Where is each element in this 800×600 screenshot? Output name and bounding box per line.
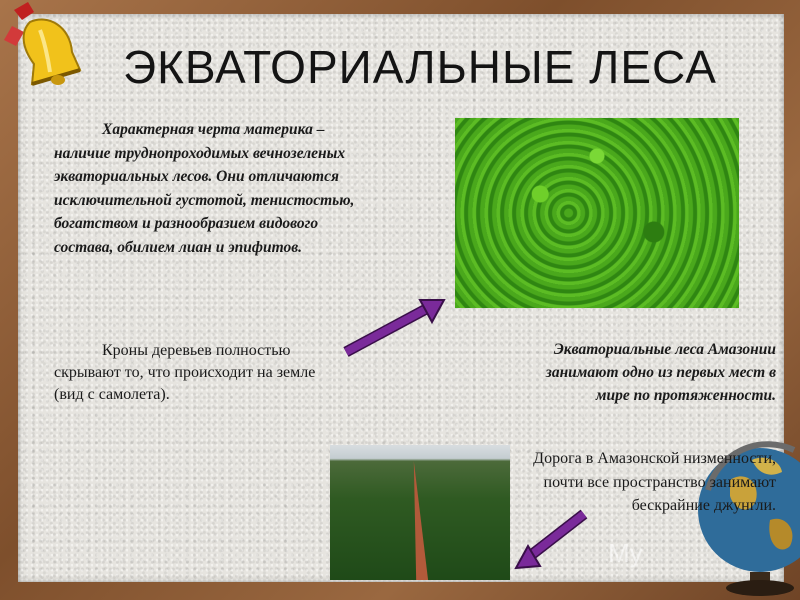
page-title: ЭКВАТОРИАЛЬНЫЕ ЛЕСА xyxy=(123,41,717,93)
canopy-aerial-photo xyxy=(455,118,739,308)
amazon-paragraph: Экваториальные леса Амазонии занимают одно из первых мест в мире по протяженности. xyxy=(545,341,776,404)
road-paragraph: Дорога в Амазонской низменности, почти все пространство занимают бескрайние джунгли. xyxy=(533,450,776,514)
arrow-icon xyxy=(340,296,450,360)
jungle-road-photo xyxy=(330,445,510,580)
intro-paragraph: Характерная черта материка – наличие труднопроходимых вечнозеленых экваториальных лесов. Они отличаются исключительной густотой, тенистостью, богатством и разнообразием видового состава, обилием лиан и эпифитов. xyxy=(54,121,355,256)
road-stripe xyxy=(408,461,428,580)
canopy-paragraph: Кроны деревьев полностью скрывают то, что происходит на земле (вид с самолета). xyxy=(54,342,316,403)
arrow-icon xyxy=(510,508,590,572)
watermark: My xyxy=(608,538,643,568)
